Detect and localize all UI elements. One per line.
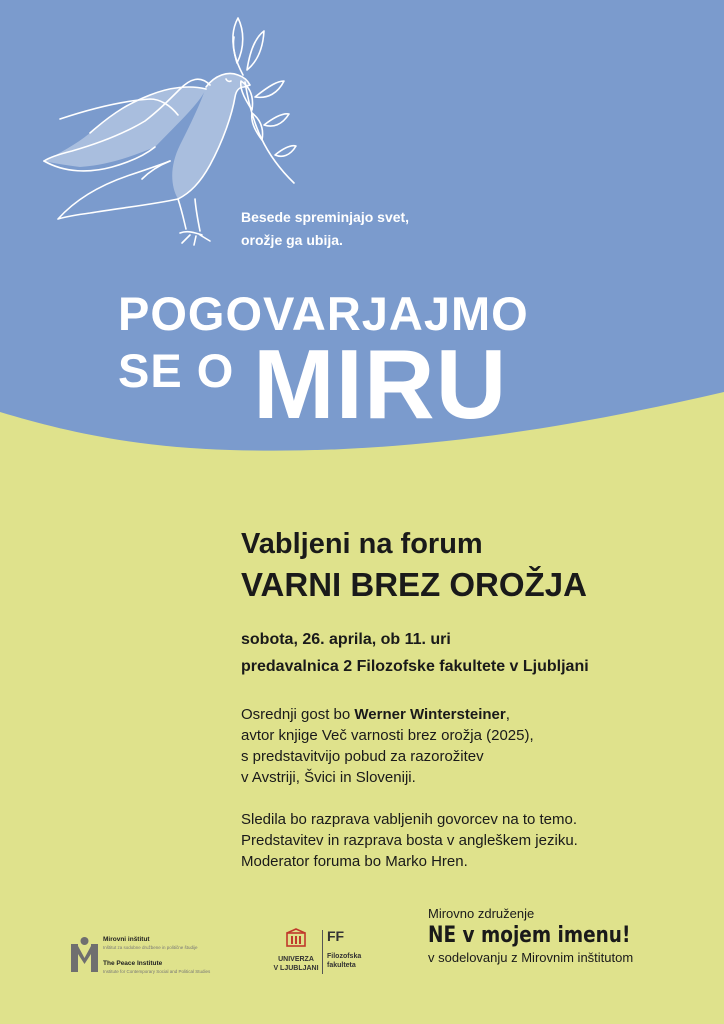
university-logo (270, 928, 380, 978)
event-date: sobota, 26. aprila, ob 11. uri (241, 631, 451, 648)
guest-name: Werner Wintersteiner (354, 706, 506, 723)
logo-divider (322, 930, 323, 974)
peace-institute-sub-sl: Inštitut za sodobne družbene in politične študije (103, 945, 198, 950)
faculty-mark: FF (327, 928, 345, 944)
slogan (241, 206, 409, 252)
description-line: Sledila bo razprava vabljenih govorcev na to temo. (241, 811, 578, 828)
organizer (428, 905, 669, 967)
invite-line: Vabljeni na forum (241, 528, 483, 560)
description-line: v Avstriji, Švici in Sloveniji. (241, 769, 416, 786)
description-line: Predstavitev in razprava bosta v angleškem jeziku. (241, 832, 578, 849)
peace-institute-name-sl: Mirovni inštitut (103, 936, 150, 943)
description-line: avtor knjige Več varnosti brez orožja (2025), (241, 727, 534, 744)
peace-institute-name-en: The Peace Institute (103, 960, 163, 967)
description (241, 704, 681, 872)
description-line: Moderator foruma bo Marko Hren. (241, 853, 468, 870)
forum-name: VARNI BREZ OROŽJA (241, 566, 587, 603)
peace-institute-logo (70, 936, 270, 980)
peace-institute-sub-en: Institute for Contemporary Social and Political Studies (103, 969, 211, 974)
faculty-name-line: Filozofska (327, 953, 362, 960)
event-details (241, 626, 589, 680)
university-name-line: UNIVERZA (278, 956, 314, 963)
peace-institute-mark-icon (70, 936, 100, 974)
university-name-line: V LJUBLJANI (273, 965, 319, 972)
title-line-1: POGOVARJAJMO (118, 287, 529, 340)
university-seal-icon (285, 928, 307, 948)
organizer-name: NE v mojem imenu! (428, 923, 631, 948)
description-line: s predstavitvijo pobud za razorožitev (241, 748, 484, 765)
faculty-name-line: fakulteta (327, 962, 356, 969)
slogan-line: Besede spreminjajo svet, (241, 209, 410, 225)
event-venue: predavalnica 2 Filozofske fakultete v Ljubljani (241, 658, 589, 675)
organizer-post: v sodelovanju z Mirovnim inštitutom (428, 950, 634, 965)
slogan-line: orožje ga ubija. (241, 232, 343, 248)
title-line-2: SE O (118, 344, 235, 397)
guest-prefix: Osrednji gost bo (241, 706, 355, 723)
description-line (241, 704, 681, 725)
guest-suffix: , (505, 706, 510, 723)
organizer-pre: Mirovno združenje (428, 906, 535, 921)
title-big-word: MIRU (253, 329, 508, 439)
